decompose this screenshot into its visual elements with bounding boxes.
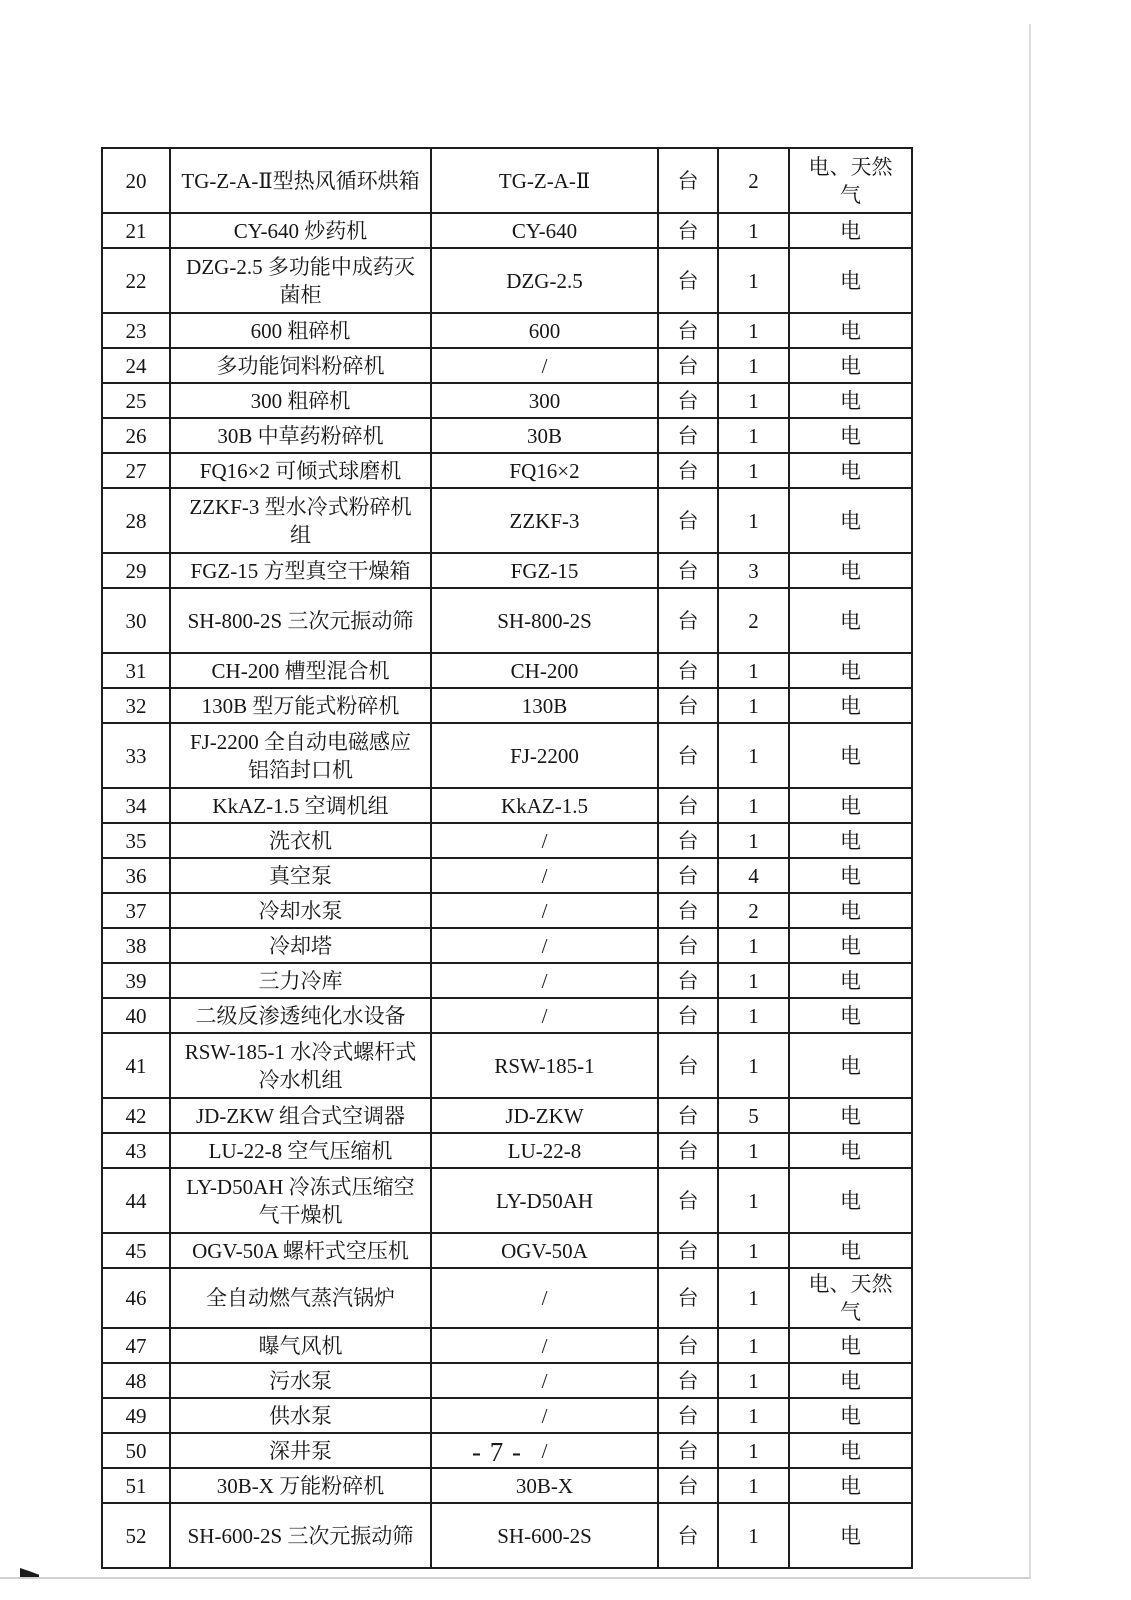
cell-model: / bbox=[431, 858, 658, 893]
cell-equipment-name: OGV-50A 螺杆式空压机 bbox=[170, 1233, 431, 1268]
cell-model: / bbox=[431, 1433, 658, 1468]
cell-quantity: 1 bbox=[718, 788, 789, 823]
cell-row-number: 45 bbox=[102, 1233, 170, 1268]
cell-quantity: 1 bbox=[718, 1468, 789, 1503]
cell-power-source: 电 bbox=[789, 1233, 912, 1268]
cell-equipment-name: 冷却塔 bbox=[170, 928, 431, 963]
cell-equipment-name: FQ16×2 可倾式球磨机 bbox=[170, 453, 431, 488]
cell-power-source: 电 bbox=[789, 453, 912, 488]
cell-equipment-name: 洗衣机 bbox=[170, 823, 431, 858]
cell-quantity: 1 bbox=[718, 1328, 789, 1363]
table-row bbox=[102, 893, 912, 928]
cell-unit: 台 bbox=[658, 1328, 718, 1363]
cell-power-source: 电 bbox=[789, 213, 912, 248]
cell-power-source: 电 bbox=[789, 553, 912, 588]
table-row bbox=[102, 1098, 912, 1133]
table-row bbox=[102, 653, 912, 688]
cell-unit: 台 bbox=[658, 688, 718, 723]
cell-equipment-name: KkAZ-1.5 空调机组 bbox=[170, 788, 431, 823]
cell-unit: 台 bbox=[658, 1468, 718, 1503]
cell-unit: 台 bbox=[658, 1433, 718, 1468]
cell-power-source: 电 bbox=[789, 858, 912, 893]
cell-model: 300 bbox=[431, 383, 658, 418]
page-number: - 7 - bbox=[472, 1437, 522, 1467]
cell-row-number: 21 bbox=[102, 213, 170, 248]
cell-unit: 台 bbox=[658, 823, 718, 858]
cell-model: CY-640 bbox=[431, 213, 658, 248]
cell-equipment-name: FGZ-15 方型真空干燥箱 bbox=[170, 553, 431, 588]
cell-unit: 台 bbox=[658, 553, 718, 588]
cell-quantity: 1 bbox=[718, 453, 789, 488]
cell-power-source: 电 bbox=[789, 893, 912, 928]
cell-power-source: 电 bbox=[789, 313, 912, 348]
table-row bbox=[102, 928, 912, 963]
cell-quantity: 1 bbox=[718, 313, 789, 348]
cell-equipment-name: 真空泵 bbox=[170, 858, 431, 893]
cell-model: / bbox=[431, 348, 658, 383]
cell-row-number: 23 bbox=[102, 313, 170, 348]
cell-quantity: 1 bbox=[718, 248, 789, 313]
cell-unit: 台 bbox=[658, 1168, 718, 1233]
cell-unit: 台 bbox=[658, 998, 718, 1033]
cell-row-number: 47 bbox=[102, 1328, 170, 1363]
cell-quantity: 1 bbox=[718, 1233, 789, 1268]
cell-equipment-name: 130B 型万能式粉碎机 bbox=[170, 688, 431, 723]
cell-unit: 台 bbox=[658, 653, 718, 688]
cell-row-number: 27 bbox=[102, 453, 170, 488]
cell-equipment-name: LY-D50AH 冷冻式压缩空气干燥机 bbox=[170, 1168, 431, 1233]
cell-unit: 台 bbox=[658, 418, 718, 453]
cell-power-source: 电 bbox=[789, 1133, 912, 1168]
cell-quantity: 3 bbox=[718, 553, 789, 588]
cell-equipment-name: 30B 中草药粉碎机 bbox=[170, 418, 431, 453]
table-row bbox=[102, 553, 912, 588]
cell-quantity: 1 bbox=[718, 823, 789, 858]
cell-model: 600 bbox=[431, 313, 658, 348]
cell-power-source: 电 bbox=[789, 1433, 912, 1468]
table-row bbox=[102, 1268, 912, 1328]
cell-quantity: 1 bbox=[718, 928, 789, 963]
cell-row-number: 48 bbox=[102, 1363, 170, 1398]
cell-equipment-name: CH-200 槽型混合机 bbox=[170, 653, 431, 688]
cell-model: FQ16×2 bbox=[431, 453, 658, 488]
cell-row-number: 40 bbox=[102, 998, 170, 1033]
cell-power-source: 电 bbox=[789, 248, 912, 313]
cell-unit: 台 bbox=[658, 1363, 718, 1398]
cell-power-source: 电 bbox=[789, 723, 912, 788]
cell-row-number: 25 bbox=[102, 383, 170, 418]
table-row bbox=[102, 1168, 912, 1233]
cell-row-number: 28 bbox=[102, 488, 170, 553]
cell-model: / bbox=[431, 998, 658, 1033]
cell-model: OGV-50A bbox=[431, 1233, 658, 1268]
cell-model: FGZ-15 bbox=[431, 553, 658, 588]
cell-power-source: 电 bbox=[789, 1098, 912, 1133]
cell-power-source: 电 bbox=[789, 1168, 912, 1233]
cell-unit: 台 bbox=[658, 348, 718, 383]
cell-quantity: 1 bbox=[718, 488, 789, 553]
cell-row-number: 31 bbox=[102, 653, 170, 688]
cell-unit: 台 bbox=[658, 488, 718, 553]
cell-row-number: 46 bbox=[102, 1268, 170, 1328]
cell-unit: 台 bbox=[658, 453, 718, 488]
cell-equipment-name: SH-600-2S 三次元振动筛 bbox=[170, 1503, 431, 1568]
cell-power-source: 电 bbox=[789, 488, 912, 553]
cell-unit: 台 bbox=[658, 383, 718, 418]
cell-quantity: 1 bbox=[718, 1168, 789, 1233]
table-row bbox=[102, 1133, 912, 1168]
cell-model: FJ-2200 bbox=[431, 723, 658, 788]
cell-equipment-name: 多功能饲料粉碎机 bbox=[170, 348, 431, 383]
cell-power-source: 电 bbox=[789, 383, 912, 418]
cell-unit: 台 bbox=[658, 858, 718, 893]
cell-unit: 台 bbox=[658, 1268, 718, 1328]
cell-unit: 台 bbox=[658, 248, 718, 313]
cell-row-number: 24 bbox=[102, 348, 170, 383]
cell-equipment-name: 30B-X 万能粉碎机 bbox=[170, 1468, 431, 1503]
cell-unit: 台 bbox=[658, 928, 718, 963]
cell-quantity: 1 bbox=[718, 998, 789, 1033]
cell-unit: 台 bbox=[658, 1503, 718, 1568]
cell-unit: 台 bbox=[658, 313, 718, 348]
cell-equipment-name: 600 粗碎机 bbox=[170, 313, 431, 348]
cell-equipment-name: JD-ZKW 组合式空调器 bbox=[170, 1098, 431, 1133]
cell-quantity: 2 bbox=[718, 148, 789, 213]
cell-equipment-name: 三力冷库 bbox=[170, 963, 431, 998]
cell-row-number: 41 bbox=[102, 1033, 170, 1098]
cell-row-number: 49 bbox=[102, 1398, 170, 1433]
cell-row-number: 52 bbox=[102, 1503, 170, 1568]
cell-unit: 台 bbox=[658, 1133, 718, 1168]
cell-row-number: 51 bbox=[102, 1468, 170, 1503]
cell-quantity: 1 bbox=[718, 1033, 789, 1098]
cell-equipment-name: 深井泵 bbox=[170, 1433, 431, 1468]
cell-row-number: 34 bbox=[102, 788, 170, 823]
cell-power-source: 电 bbox=[789, 928, 912, 963]
cell-power-source: 电 bbox=[789, 688, 912, 723]
table-row bbox=[102, 348, 912, 383]
table-row bbox=[102, 688, 912, 723]
cell-equipment-name: 300 粗碎机 bbox=[170, 383, 431, 418]
table-row bbox=[102, 313, 912, 348]
cell-row-number: 42 bbox=[102, 1098, 170, 1133]
scan-artifact-speck bbox=[20, 1567, 39, 1577]
cell-unit: 台 bbox=[658, 723, 718, 788]
cell-row-number: 50 bbox=[102, 1433, 170, 1468]
cell-equipment-name: CY-640 炒药机 bbox=[170, 213, 431, 248]
cell-unit: 台 bbox=[658, 1398, 718, 1433]
cell-quantity: 2 bbox=[718, 893, 789, 928]
table-row bbox=[102, 1398, 912, 1433]
table-row bbox=[102, 418, 912, 453]
cell-equipment-name: SH-800-2S 三次元振动筛 bbox=[170, 588, 431, 653]
table-row bbox=[102, 453, 912, 488]
table-row bbox=[102, 998, 912, 1033]
cell-quantity: 1 bbox=[718, 1268, 789, 1328]
table-row bbox=[102, 248, 912, 313]
cell-quantity: 1 bbox=[718, 348, 789, 383]
table-row bbox=[102, 858, 912, 893]
cell-equipment-name: 曝气风机 bbox=[170, 1328, 431, 1363]
cell-unit: 台 bbox=[658, 1233, 718, 1268]
cell-quantity: 4 bbox=[718, 858, 789, 893]
table-row bbox=[102, 1328, 912, 1363]
cell-equipment-name: LU-22-8 空气压缩机 bbox=[170, 1133, 431, 1168]
table-row bbox=[102, 148, 912, 213]
cell-quantity: 1 bbox=[718, 1133, 789, 1168]
cell-model: 30B-X bbox=[431, 1468, 658, 1503]
cell-unit: 台 bbox=[658, 893, 718, 928]
cell-quantity: 1 bbox=[718, 963, 789, 998]
cell-power-source: 电、天然气 bbox=[789, 1268, 912, 1328]
cell-row-number: 39 bbox=[102, 963, 170, 998]
cell-quantity: 1 bbox=[718, 1398, 789, 1433]
table-row bbox=[102, 1503, 912, 1568]
cell-model: / bbox=[431, 1363, 658, 1398]
cell-power-source: 电 bbox=[789, 588, 912, 653]
table-row bbox=[102, 213, 912, 248]
cell-row-number: 36 bbox=[102, 858, 170, 893]
cell-equipment-name: 供水泵 bbox=[170, 1398, 431, 1433]
table-row bbox=[102, 588, 912, 653]
cell-model: SH-600-2S bbox=[431, 1503, 658, 1568]
cell-quantity: 1 bbox=[718, 418, 789, 453]
cell-row-number: 44 bbox=[102, 1168, 170, 1233]
cell-model: / bbox=[431, 893, 658, 928]
cell-unit: 台 bbox=[658, 1098, 718, 1133]
table-row bbox=[102, 788, 912, 823]
cell-equipment-name: 二级反渗透纯化水设备 bbox=[170, 998, 431, 1033]
cell-model: ZZKF-3 bbox=[431, 488, 658, 553]
cell-equipment-name: ZZKF-3 型水冷式粉碎机组 bbox=[170, 488, 431, 553]
cell-unit: 台 bbox=[658, 588, 718, 653]
cell-model: JD-ZKW bbox=[431, 1098, 658, 1133]
cell-equipment-name: FJ-2200 全自动电磁感应铝箔封口机 bbox=[170, 723, 431, 788]
cell-equipment-name: 冷却水泵 bbox=[170, 893, 431, 928]
cell-quantity: 1 bbox=[718, 1363, 789, 1398]
table-row bbox=[102, 488, 912, 553]
cell-row-number: 22 bbox=[102, 248, 170, 313]
cell-unit: 台 bbox=[658, 148, 718, 213]
cell-unit: 台 bbox=[658, 963, 718, 998]
cell-row-number: 37 bbox=[102, 893, 170, 928]
table-row bbox=[102, 823, 912, 858]
equipment-table bbox=[101, 147, 913, 1569]
equipment-table-body bbox=[102, 148, 912, 1568]
cell-power-source: 电 bbox=[789, 1328, 912, 1363]
cell-model: SH-800-2S bbox=[431, 588, 658, 653]
table-row bbox=[102, 963, 912, 998]
cell-power-source: 电 bbox=[789, 998, 912, 1033]
cell-model: / bbox=[431, 823, 658, 858]
table-row bbox=[102, 1363, 912, 1398]
cell-equipment-name: RSW-185-1 水冷式螺杆式冷水机组 bbox=[170, 1033, 431, 1098]
cell-power-source: 电 bbox=[789, 963, 912, 998]
cell-model: KkAZ-1.5 bbox=[431, 788, 658, 823]
cell-power-source: 电 bbox=[789, 823, 912, 858]
cell-row-number: 20 bbox=[102, 148, 170, 213]
cell-quantity: 1 bbox=[718, 688, 789, 723]
table-row bbox=[102, 723, 912, 788]
table-row bbox=[102, 1468, 912, 1503]
cell-power-source: 电 bbox=[789, 1503, 912, 1568]
cell-model: LU-22-8 bbox=[431, 1133, 658, 1168]
cell-quantity: 1 bbox=[718, 1503, 789, 1568]
cell-row-number: 33 bbox=[102, 723, 170, 788]
cell-quantity: 1 bbox=[718, 383, 789, 418]
cell-unit: 台 bbox=[658, 788, 718, 823]
cell-row-number: 26 bbox=[102, 418, 170, 453]
cell-power-source: 电 bbox=[789, 653, 912, 688]
cell-power-source: 电 bbox=[789, 788, 912, 823]
cell-row-number: 32 bbox=[102, 688, 170, 723]
cell-quantity: 2 bbox=[718, 588, 789, 653]
cell-equipment-name: DZG-2.5 多功能中成药灭菌柜 bbox=[170, 248, 431, 313]
cell-row-number: 29 bbox=[102, 553, 170, 588]
cell-quantity: 5 bbox=[718, 1098, 789, 1133]
cell-equipment-name: 全自动燃气蒸汽锅炉 bbox=[170, 1268, 431, 1328]
cell-model: DZG-2.5 bbox=[431, 248, 658, 313]
cell-model: 130B bbox=[431, 688, 658, 723]
cell-model: CH-200 bbox=[431, 653, 658, 688]
cell-model: / bbox=[431, 928, 658, 963]
cell-model: 30B bbox=[431, 418, 658, 453]
cell-model: / bbox=[431, 963, 658, 998]
cell-row-number: 30 bbox=[102, 588, 170, 653]
cell-row-number: 43 bbox=[102, 1133, 170, 1168]
cell-unit: 台 bbox=[658, 213, 718, 248]
cell-power-source: 电 bbox=[789, 348, 912, 383]
cell-row-number: 38 bbox=[102, 928, 170, 963]
cell-power-source: 电 bbox=[789, 418, 912, 453]
cell-model: RSW-185-1 bbox=[431, 1033, 658, 1098]
table-row bbox=[102, 1233, 912, 1268]
table-row bbox=[102, 1033, 912, 1098]
cell-equipment-name: 污水泵 bbox=[170, 1363, 431, 1398]
cell-power-source: 电 bbox=[789, 1363, 912, 1398]
cell-model: TG-Z-A-Ⅱ bbox=[431, 148, 658, 213]
cell-power-source: 电、天然气 bbox=[789, 148, 912, 213]
cell-power-source: 电 bbox=[789, 1398, 912, 1433]
cell-row-number: 35 bbox=[102, 823, 170, 858]
cell-quantity: 1 bbox=[718, 213, 789, 248]
cell-model: / bbox=[431, 1268, 658, 1328]
cell-power-source: 电 bbox=[789, 1468, 912, 1503]
cell-model: / bbox=[431, 1328, 658, 1363]
cell-quantity: 1 bbox=[718, 723, 789, 788]
cell-quantity: 1 bbox=[718, 653, 789, 688]
cell-unit: 台 bbox=[658, 1033, 718, 1098]
cell-model: / bbox=[431, 1398, 658, 1433]
table-row bbox=[102, 383, 912, 418]
cell-equipment-name: TG-Z-A-Ⅱ型热风循环烘箱 bbox=[170, 148, 431, 213]
cell-power-source: 电 bbox=[789, 1033, 912, 1098]
cell-quantity: 1 bbox=[718, 1433, 789, 1468]
cell-model: LY-D50AH bbox=[431, 1168, 658, 1233]
